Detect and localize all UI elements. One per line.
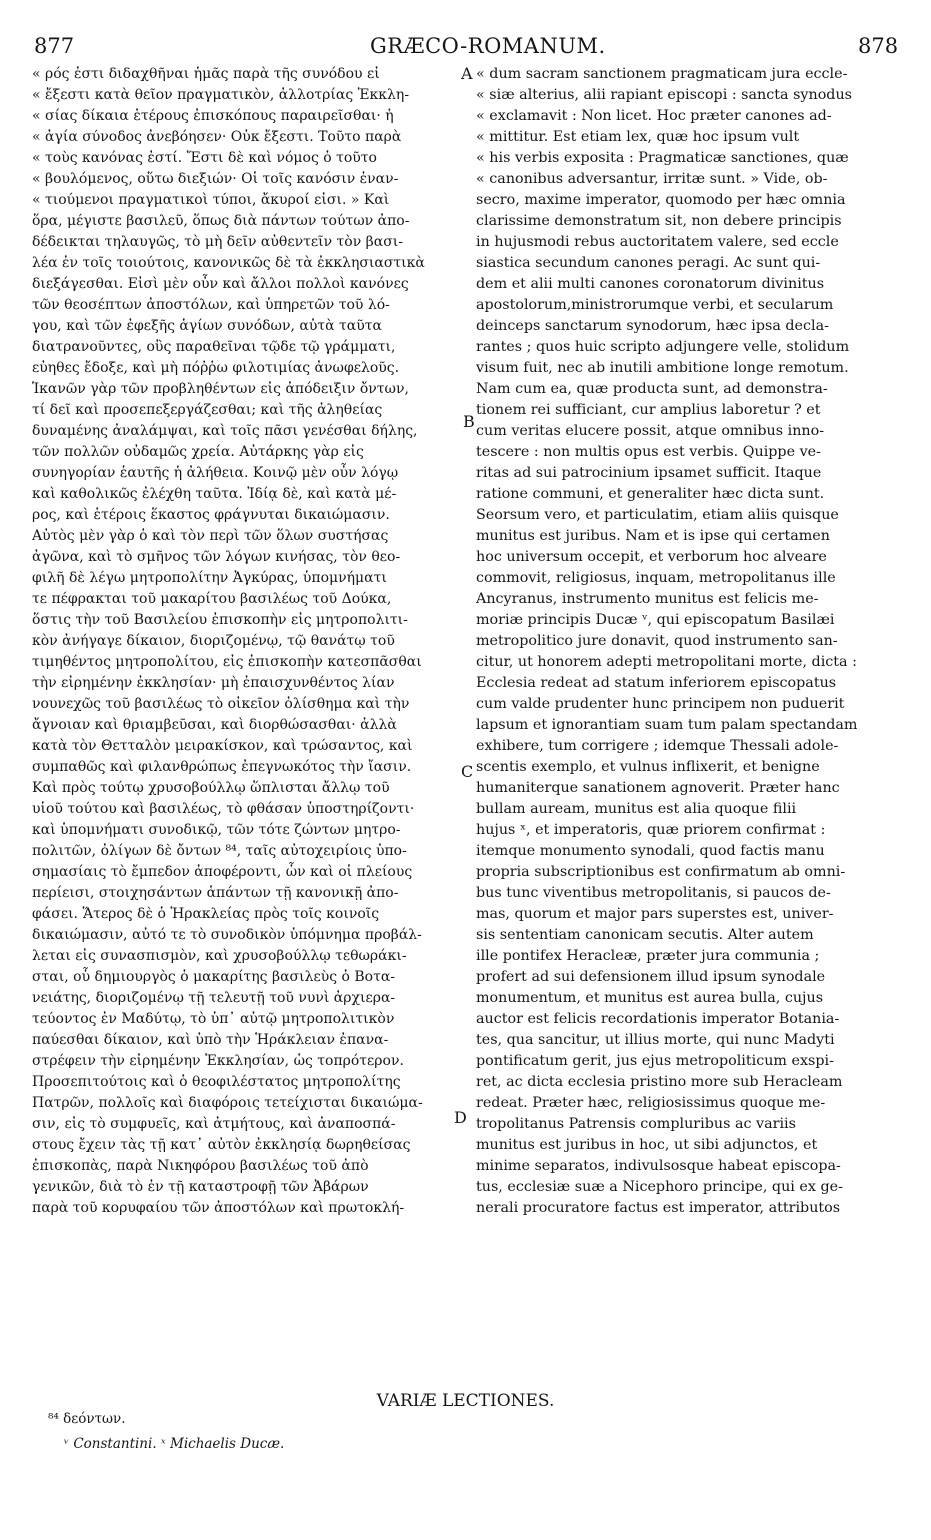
greek-text-line: Πατρῶν, πολλοῖς καὶ διαφόροις τετείχισται δικαιώμα- (32, 1095, 423, 1111)
latin-text-line: nerali procuratore factus est imperator, attributos (476, 1200, 841, 1216)
latin-text-line: moriæ principis Ducæ ᵛ, qui episcopatum Basilæi (476, 612, 835, 628)
latin-text-line: in hujusmodi rebus auctoritatem valere, sed eccle (476, 234, 839, 250)
greek-text-line: περίεισι, στοιχησάντων ἁπάντων τῇ κανονικῇ ἀπο- (32, 885, 399, 901)
latin-text-line: mas, quorum et major pars superstes est, univer- (476, 906, 834, 922)
latin-text-line: auctor est felicis recordationis imperator Botania- (476, 1011, 840, 1027)
greek-text-column (32, 64, 460, 1219)
greek-text-line: « τοὺς κανόνας ἐστί. Ἔστι δὲ καὶ νόμος ὁ τοῦτο (32, 150, 377, 166)
latin-text-line: secro, maxime imperator, quomodo per hæc omnia (476, 192, 846, 208)
greek-text-line: Ἱκανῶν γὰρ τῶν προβληθέντων εἰς ἀπόδειξιν ὄντων, (32, 381, 409, 397)
greek-text-line: συμπαθῶς καὶ φιλανθρώπως ἐπεγνωκότος τὴν ἴασιν. (32, 759, 412, 775)
greek-text-line: τεύοντος ἐν Μαδύτῳ, τὸ ὑπ᾽ αὐτῷ μητροπολιτικὸν (32, 1011, 395, 1027)
latin-text-line: rantes ; quos huic scripto adjungere velle, stolidum (476, 339, 850, 355)
latin-text-line: cum valde prudenter hunc principem non puduerit (476, 696, 845, 712)
greek-text-line: « σίας δίκαια ἑτέρους ἐπισκόπους παραιρεῖσθαι· ἡ (32, 108, 394, 124)
latin-text-line: itemque monumento synodali, quod factis manu (476, 843, 825, 859)
greek-text-line: φάσει. Ἅτερος δὲ ὁ Ἡρακλείας πρὸς τοῖς κοινοῖς (32, 906, 380, 922)
margin-letter-d: D (454, 1108, 467, 1127)
greek-text-line: « ἔξεστι κατὰ θεῖον πραγματικὸν, ἀλλοτρίας Ἐκκλη- (32, 87, 410, 103)
latin-text-line: hujus ˣ, et imperatoris, quæ priorem confirmat : (476, 822, 826, 838)
running-title: GRÆCO-ROMANUM. (370, 34, 606, 58)
footnote-v-x: ᵛ Constantini. ˣ Michaelis Ducæ. (64, 1436, 285, 1452)
latin-text-line: pontificatum gerit, jus ejus metropoliticum exspi- (476, 1053, 834, 1069)
latin-text-line: ret, ac dicta ecclesia pristino more sub Heracleam (476, 1074, 843, 1090)
greek-text-line: φιλῆ δὲ λέγω μητροπολίτην Ἀγκύρας, ὑπομνήματι (32, 570, 387, 586)
latin-text-line: tescere : non multis opus est verbis. Quippe ve- (476, 444, 821, 460)
latin-text-line: « exclamavit : Non licet. Hoc præter canones ad- (476, 108, 832, 124)
greek-text-line: υἱοῦ τούτου καὶ βασιλέως, τὸ φθάσαν ὑποστηρίζοντι· (32, 801, 415, 817)
greek-text-line: καὶ ὑπομνήματι συνοδικῷ, τῶν τότε ζώντων μητρο- (32, 822, 401, 838)
latin-text-line: exhibere, tum corrigere ; idemque Thessali adole- (476, 738, 839, 754)
greek-text-line: στους ἔχειν τὰς τῇ κατ᾽ αὐτὸν ἐκκλησίᾳ δωρηθείσας (32, 1137, 411, 1153)
latin-text-line: hoc universum occepit, et verborum hoc alveare (476, 549, 827, 565)
greek-text-line: νουνεχῶς τοῦ βασιλέως τὸ οἰκεῖον ὀλίσθημα καὶ τὴν (32, 696, 410, 712)
latin-text-line: bullam auream, munitus est alia quoque filii (476, 801, 797, 817)
latin-text-line: ratione communi, et generaliter hæc dicta sunt. (476, 486, 825, 502)
latin-text-line: minime separatos, indivulsosque habeat episcopa- (476, 1158, 841, 1174)
latin-text-line: « dum sacram sanctionem pragmaticam jura eccle- (476, 66, 848, 82)
variae-lectiones-title: VARIÆ LECTIONES. (376, 1391, 555, 1411)
greek-text-line: Καὶ πρὸς τούτῳ χρυσοβούλλῳ ὥπλισται ἄλλῳ τοῦ (32, 780, 390, 796)
left-page-number: 877 (34, 34, 75, 58)
greek-text-line: ὅρα, μέγιστε βασιλεῦ, ὅπως διὰ πάντων τούτων ἀπο- (32, 213, 410, 229)
latin-text-line: « siæ alterius, alii rapiant episcopi : sancta synodus (476, 87, 852, 103)
latin-text-column (476, 64, 896, 1219)
greek-text-line: σται, οὗ δημιουργὸς ὁ μακαρίτης βασιλεὺς ὁ Βοτα- (32, 969, 396, 985)
greek-text-line: « βουλόμενος, οὕτω διεξιών· Οἱ τοῖς κανόσιν ἐναν- (32, 171, 399, 187)
footnote-84: ⁸⁴ δεόντων. (48, 1411, 126, 1427)
latin-text-line: « canonibus adversantur, irritæ sunt. » Vide, ob- (476, 171, 828, 187)
greek-text-line: διατρανοῦντες, οὓς παραθεῖναι τῷδε τῷ γράμματι, (32, 339, 396, 355)
greek-text-line: τε πέφρακται τοῦ μακαρίτου βασιλέως τοῦ Δούκα, (32, 591, 392, 607)
greek-text-line: τὴν εἰρημένην ἐκκλησίαν· μὴ ἐπαισχυνθέντος λίαν (32, 675, 395, 691)
greek-text-line: τῶν θεοσέπτων ἀποστόλων, καὶ ὑπηρετῶν τοῦ λό- (32, 297, 390, 313)
latin-text-line: « mittitur. Est etiam lex, quæ hoc ipsum vult (476, 129, 800, 145)
latin-text-line: bus tunc viventibus metropolitanis, si paucos de- (476, 885, 831, 901)
greek-text-line: Προσεπιτούτοις καὶ ὁ θεοφιλέστατος μητροπολίτης (32, 1074, 401, 1090)
greek-text-line: γενικῶν, διὰ τὸ ἐν τῇ καταστροφῇ τῶν Ἀβάρων (32, 1179, 369, 1195)
greek-text-line: κὸν ἀνήγαγε δίκαιον, διοριζομένῳ, τῷ θανάτῳ τοῦ (32, 633, 395, 649)
greek-text-line: διεξάγεσθαι. Εἰσὶ μὲν οὖν καὶ ἄλλοι πολλοὶ κανόνες (32, 276, 409, 292)
greek-text-line: λεται εἰς συνασπισμὸν, καὶ χρυσοβούλλῳ τεθωράκι- (32, 948, 407, 964)
latin-text-line: sis sententiam canonicam secutis. Alter autem (476, 927, 814, 943)
greek-text-line: γου, καὶ τῶν ἐφεξῆς ἁγίων συνόδων, αὐτὰ ταῦτα (32, 318, 382, 334)
right-page-number: 878 (858, 34, 899, 58)
greek-text-line: σιν, εἰς τὸ συμφυεῖς, καὶ ἀτμήτους, καὶ ἀναποσπά- (32, 1116, 396, 1132)
margin-letter-c: C (461, 762, 474, 781)
greek-text-line: ὅστις τὴν τοῦ Βασιλείου ἐπισκοπὴν εἰς μητροπολιτι- (32, 612, 408, 628)
greek-text-line: σημασίαις τὸ ἔμπεδον ἀποφέροντι, ὧν καὶ οἱ πλείους (32, 864, 413, 880)
greek-text-line: « ρός ἐστι διδαχθῆναι ἡμᾶς παρὰ τῆς συνόδου εἰ (32, 66, 380, 82)
latin-text-line: profert ad sui defensionem illud ipsum synodale (476, 969, 826, 985)
greek-text-line: λέα ἐν τοῖς τοιούτοις, κανονικῶς δὲ τὰ ἐκκλησιαστικὰ (32, 255, 425, 271)
greek-text-line: « ἁγία σύνοδος ἀνεβόησεν· Οὐκ ἔξεστι. Τοῦτο παρὰ (32, 129, 402, 145)
greek-text-line: τί δεῖ καὶ προσεπεξεργάζεσθαι; καὶ τῆς ἀληθείας (32, 402, 383, 418)
latin-text-line: visum fuit, nec ab inutili ambitione longe remotum. (476, 360, 849, 376)
greek-text-line: παρὰ τοῦ κορυφαίου τῶν ἀποστόλων καὶ πρωτοκλή- (32, 1200, 405, 1216)
greek-text-line: Αὐτὸς μὲν γὰρ ὁ καὶ τὸν περὶ τῶν ὅλων συστήσας (32, 528, 389, 544)
greek-text-line: συνηγορίαν ἑαυτῆς ἡ ἀλήθεια. Κοινῷ μὲν οὖν λόγῳ (32, 465, 399, 481)
latin-text-line: clarissime demonstratum sit, non debere principis (476, 213, 842, 229)
latin-text-line: apostolorum,ministrorumque verbi, et secularum (476, 297, 834, 313)
latin-text-line: siastica secundum canones peragi. Ac sunt qui- (476, 255, 821, 271)
latin-text-line: tropolitanus Patrensis compluribus ac variis (476, 1116, 796, 1132)
greek-text-line: ἐπισκοπὰς, παρὰ Νικηφόρου βασιλέως τοῦ ἀπὸ (32, 1158, 369, 1174)
greek-text-line: δυναμένης ἀναλάμψαι, καὶ τοῖς πᾶσι γενέσθαι δήλης, (32, 423, 418, 439)
latin-text-line: dem et alii multi canones coronatorum divinitus (476, 276, 825, 292)
greek-text-line: παύεσθαι δίκαιον, καὶ ὑπὸ τὴν Ἡράκλειαν ἐπανα- (32, 1032, 389, 1048)
latin-text-line: ille pontifex Heracleæ, præter jura communia ; (476, 948, 820, 964)
margin-letter-a: A (461, 64, 473, 83)
greek-text-line: ρος, καὶ ἑτέροις ἕκαστος φράγνυται δικαιώμασιν. (32, 507, 390, 523)
greek-text-line: δέδεικται τηλαυγῶς, τὸ μὴ δεῖν αὐθεντεῖν τὸν βασι- (32, 234, 403, 250)
greek-text-line: στρέφειν τὴν εἰρημένην Ἐκκλησίαν, ὡς τοπρότερον. (32, 1053, 404, 1069)
greek-text-line: ἀγῶνα, καὶ τὸ σμῆνος τῶν λόγων κινήσας, τὸν θεο- (32, 549, 401, 565)
latin-text-line: commovit, religiosus, inquam, metropolitanus ille (476, 570, 836, 586)
greek-text-line: κατὰ τὸν Θετταλὸν μειρακίσκον, καὶ τρώσαντος, καὶ (32, 738, 413, 754)
latin-text-line: Ancyranus, instrumento munitus est felicis me- (476, 591, 819, 607)
latin-text-line: Ecclesia redeat ad statum inferiorem episcopatus (476, 675, 837, 691)
latin-text-line: monumentum, et munitus est aurea bulla, cujus (476, 990, 824, 1006)
greek-text-line: τιμηθέντος μητροπολίτου, εἰς ἐπισκοπὴν κατεσπᾶσθαι (32, 654, 422, 670)
latin-text-line: tus, ecclesiæ suæ a Nicephoro principe, qui ex ge- (476, 1179, 843, 1195)
latin-text-line: citur, ut honorem adepti metropolitani morte, dicta : (476, 654, 857, 670)
greek-text-line: δικαιώμασιν, αὐτό τε τὸ συνοδικὸν ὑπόμνημα προβάλ- (32, 927, 422, 943)
latin-text-line: tes, qua sancitur, ut illius morte, qui nunc Madyti (476, 1032, 835, 1048)
latin-text-line: redeat. Præter hæc, religiosissimus quoque me- (476, 1095, 826, 1111)
latin-text-line: cum veritas elucere possit, atque omnibus inno- (476, 423, 825, 439)
latin-text-line: metropolitico jure donavit, quod instrumento san- (476, 633, 838, 649)
greek-text-line: « τιούμενοι πραγματικοὶ τύποι, ἄκυροί εἰσι. » Καὶ (32, 192, 390, 208)
latin-text-line: munitus est juribus. Nam et is ipse qui certamen (476, 528, 830, 544)
latin-text-line: Nam cum ea, quæ producta sunt, ad demonstra- (476, 381, 828, 397)
greek-text-line: καὶ καθολικῶς ἐλέχθη ταῦτα. Ἰδίᾳ δὲ, καὶ κατὰ μέ- (32, 486, 397, 502)
greek-text-line: πολιτῶν, ὀλίγων δὲ ὄντων ⁸⁴, ταῖς αὐτοχειρίοις ὑπο- (32, 843, 407, 859)
latin-text-line: propria subscriptionibus est confirmatum ab omni- (476, 864, 846, 880)
latin-text-line: humaniterque sanationem agnoverit. Præter hanc (476, 780, 840, 796)
latin-text-line: lapsum et ignorantiam suam tum palam spectandam (476, 717, 858, 733)
latin-text-line: tionem rei sufficiant, cur amplius laboretur ? et (476, 402, 821, 418)
latin-text-line: ritas ad sui patrocinium ipsamet sufficit. Itaque (476, 465, 822, 481)
greek-text-line: νειάτης, διοριζομένῳ τῇ τελευτῇ τοῦ νυνὶ ἀρχιερα- (32, 990, 396, 1006)
greek-text-line: τῶν πολλῶν οὐδαμῶς χρεία. Αὐτάρκης γὰρ εἰς (32, 444, 364, 460)
greek-text-line: ἄγνοιαν καὶ θριαμβεῦσαι, καὶ διορθώσασθαι· ἀλλὰ (32, 717, 397, 733)
latin-text-line: Seorsum vero, et particulatim, etiam aliis quisque (476, 507, 839, 523)
latin-text-line: deinceps sanctarum synodorum, hæc ipsa decla- (476, 318, 829, 334)
greek-text-line: εὐηθες ἔδοξε, καὶ μὴ πόῤῥω φιλοτιμίας ἀνωφελοῦς. (32, 360, 400, 376)
latin-text-line: munitus est juribus in hoc, ut sibi adjunctos, et (476, 1137, 818, 1153)
latin-text-line: scentis exemplo, et vulnus inflixerit, et benigne (476, 759, 820, 775)
latin-text-line: « his verbis exposita : Pragmaticæ sanctiones, quæ (476, 150, 849, 166)
margin-letter-b: B (463, 412, 475, 431)
